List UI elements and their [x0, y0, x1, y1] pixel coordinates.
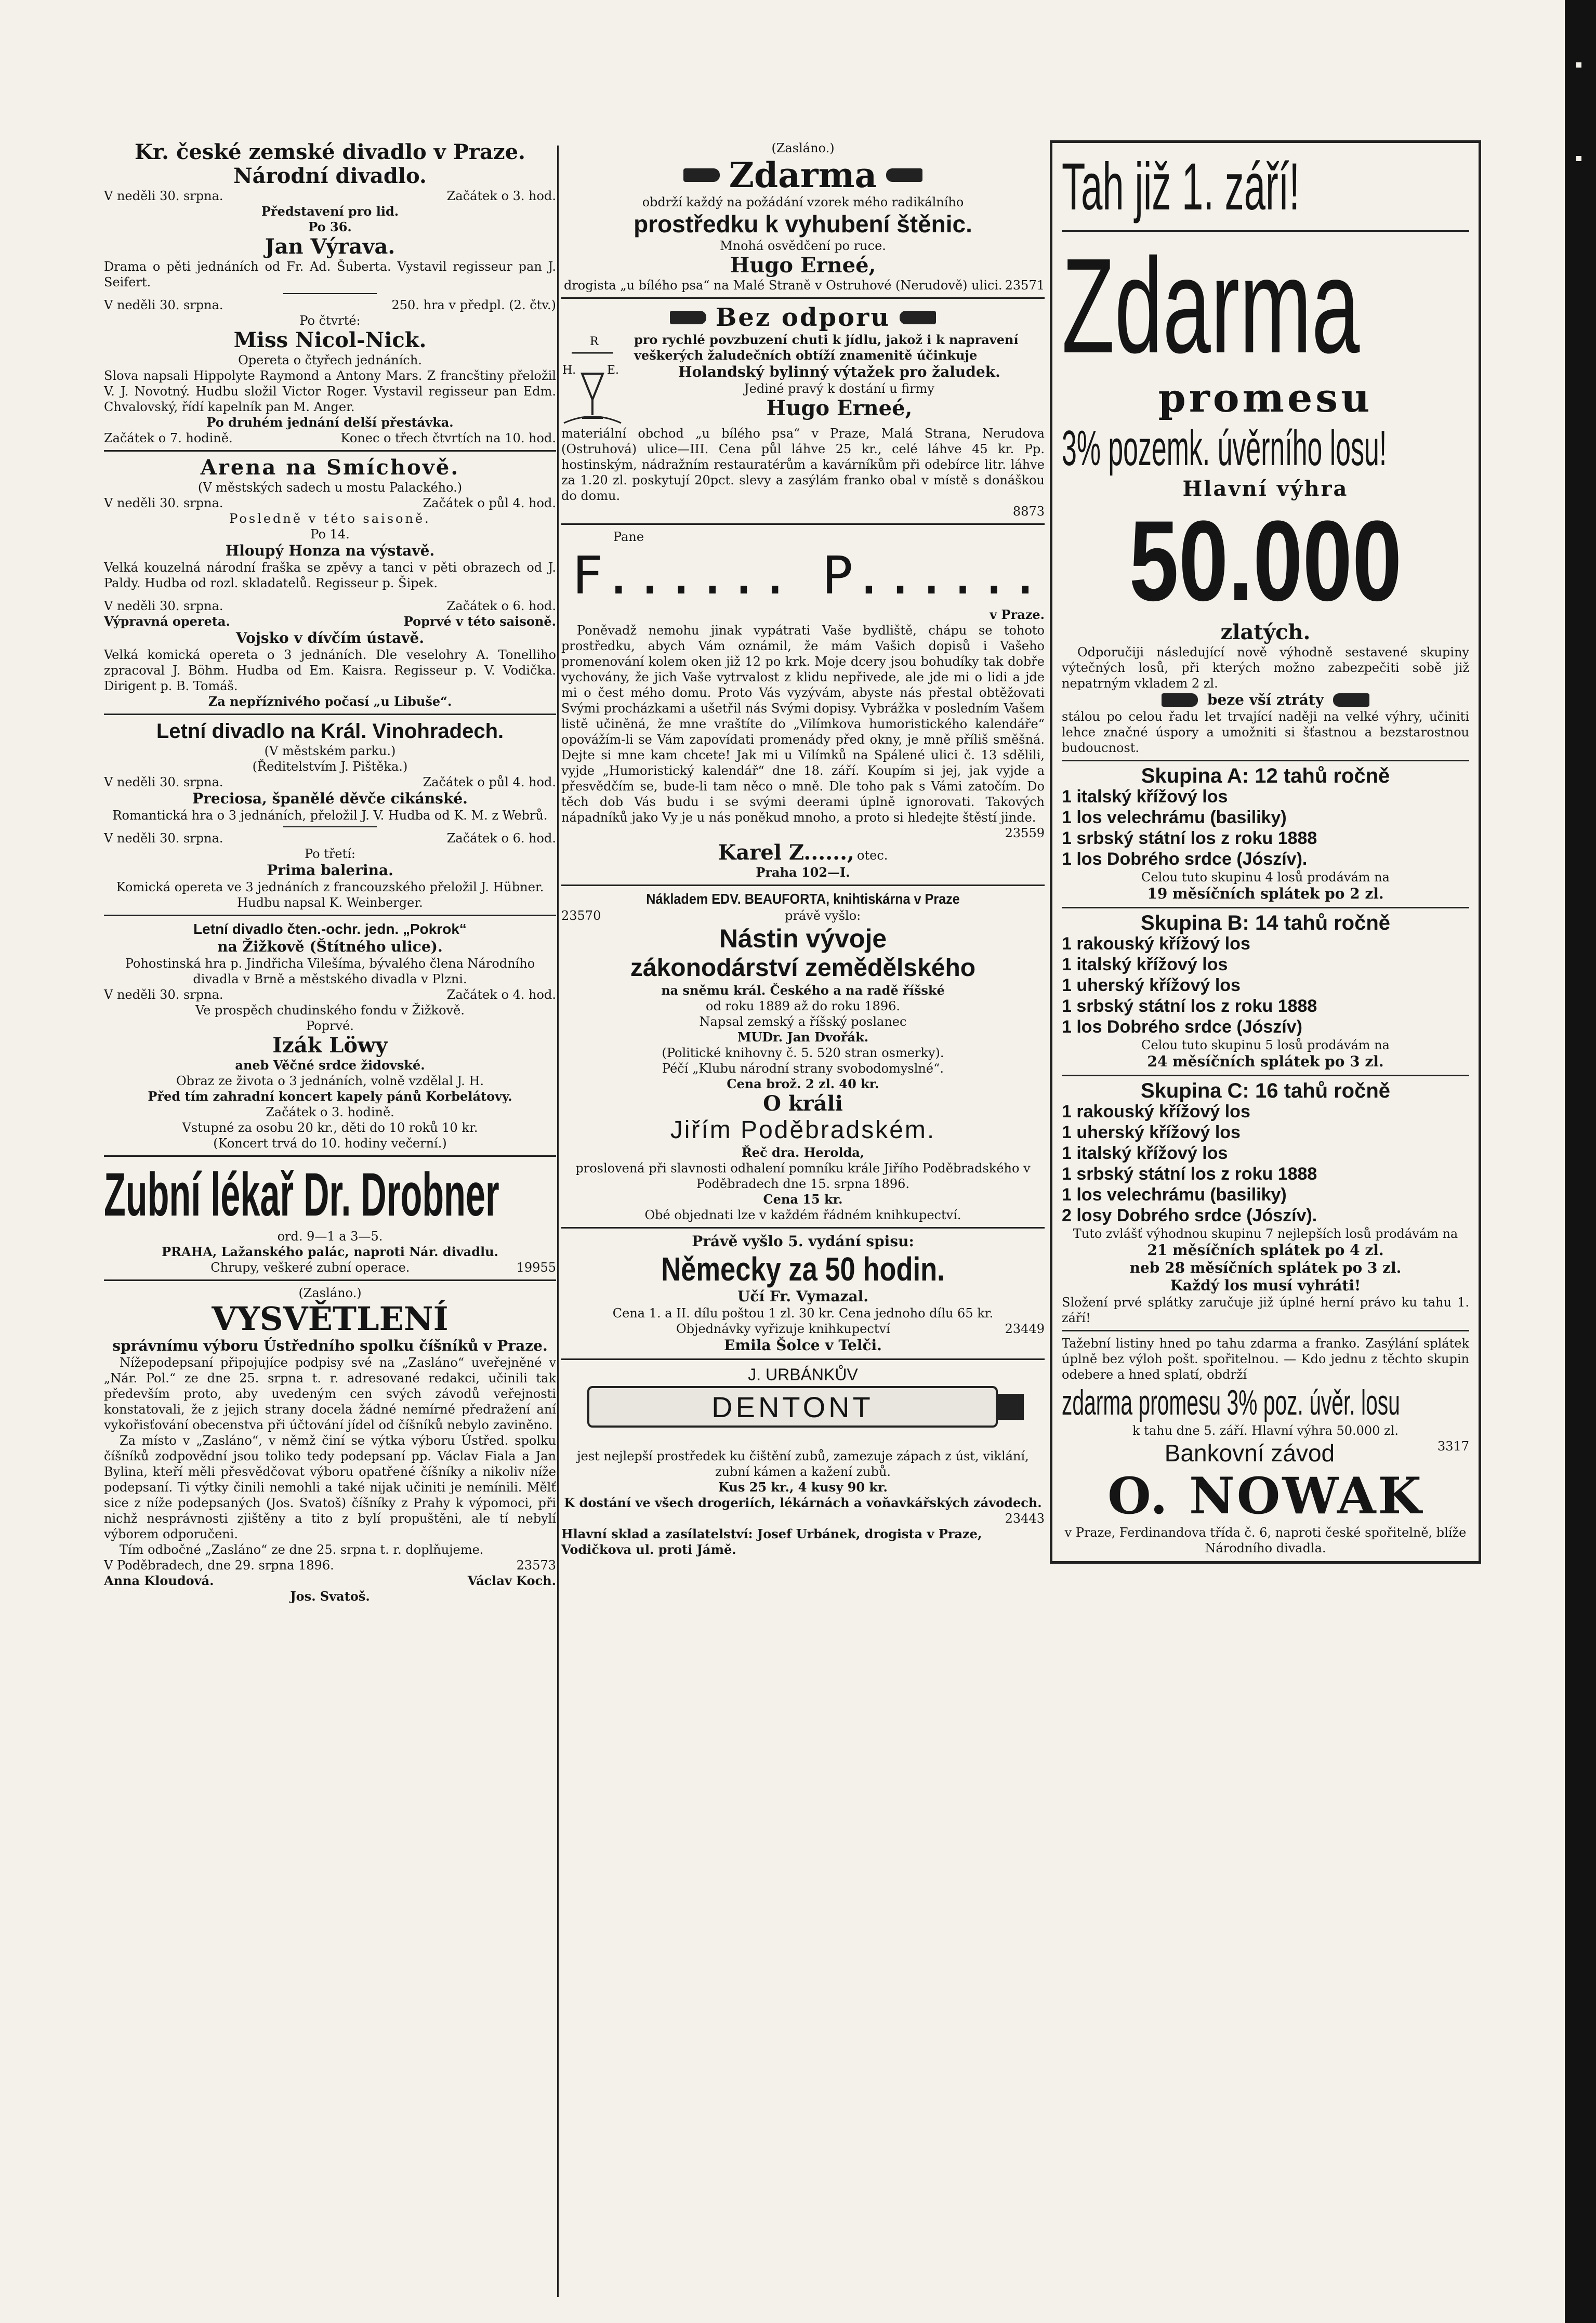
book-info: Objednávky vyřizuje knihkupectví — [676, 1322, 890, 1336]
note: Po třetí: — [305, 847, 355, 861]
play-description: Drama o pěti jednáních od Fr. Ad. Šuberta. Vystavil regisseur pan J. Seifert. — [104, 259, 556, 289]
note: Po druhém jednání delší přestávka. — [206, 415, 454, 430]
price: Cena 1. a II. dílu poštou 1 zl. 30 kr. Cena jednoho dílu 65 kr. — [612, 1306, 994, 1321]
group-b-heading: Skupina B: 14 tahů ročně — [1140, 912, 1391, 934]
theatre-subheading: Národní divadlo. — [233, 164, 427, 188]
note: Ve prospěch chudinského fondu v Žižkově. — [195, 1003, 465, 1018]
pointing-hand-icon — [670, 311, 706, 324]
dentist-address: PRAHA, Lažanského palác, naproti Nár. divadlu. — [162, 1244, 498, 1259]
group-payment: 24 měsíčních splátek po 3 zl. — [1147, 1053, 1384, 1070]
warehouse: Hlavní sklad a zasílatelství: Josef Urbánek, drogista v Praze, Vodičkova ul. proti Jámě. — [561, 1526, 982, 1557]
ad-text: stálou po celou řadu let trvající naději na velké výhry, učiniti lehce značné úspory a umožniti si šťastnou a bezstarostnou budoucnost. — [1062, 709, 1469, 755]
scan-edge — [1565, 0, 1596, 2323]
play-description: Slova napsali Hippolyte Raymond a Antony Mars. Z francštiny přeložil V. J. Novotný. Hudbu složil Victor Roger. Vystavil regisseur pan Edm. Chvalovský, řídí kapelník pan M. Anger. — [104, 368, 556, 414]
toothpaste-tube-image — [577, 1365, 1029, 1443]
promesa-title: promesu — [1158, 375, 1373, 421]
start-time: Začátek o 3. hodině. — [266, 1105, 394, 1119]
draw-headline: Tah již 1. září! — [1062, 150, 1300, 224]
pointing-hand-icon — [900, 311, 936, 324]
note: (Koncert trvá do 10. hodiny večerní.) — [213, 1136, 447, 1151]
start-time: Začátek o půl 4. hod. — [423, 775, 556, 789]
ad-number: 23571 — [1005, 278, 1045, 293]
play-description: Velká kouzelná národní fraška se zpěvy a tanci v pěti obrazech od J. Paldy. Hudba od rozl. skladatelů. Regisseur p. Šipek. — [104, 560, 556, 590]
play-subtitle: aneb Věčné srdce židovské. — [235, 1058, 425, 1073]
ad-text: pro rychlé povzbuzení chuti k jídlu, jakož i k napravení veškerých žaludečních obtíží znamenitě účinkuje — [634, 332, 1019, 363]
main-prize-amount: 50.000 — [1129, 497, 1402, 625]
guest-note: Pohostinská hra p. Jindřicha Vilešíma, bývalého člena Národního divadla v Brně a městského divadla v Plzni. — [125, 956, 535, 986]
price: Cena 15 kr. — [763, 1192, 843, 1207]
start-time: Začátek o 7. hodině. — [104, 431, 233, 445]
play-title: Miss Nicol-Nick. — [233, 328, 427, 352]
place: v Praze. — [990, 607, 1045, 622]
group-a-list — [1062, 786, 1469, 869]
signature: Karel Z......, — [718, 840, 854, 865]
currency: zlatých. — [1220, 620, 1311, 644]
ad-text: k tahu dne 5. září. Hlavní výhra 50.000 zl. — [1132, 1423, 1399, 1438]
play-title: Vojsko v dívčím ústavě. — [235, 629, 425, 646]
dentist-title: Zubní lékař Dr. Drobner — [104, 1160, 499, 1229]
announcement: Právě vyšlo 5. vydání spisu: — [692, 1233, 914, 1250]
lottery-ticket-item: 1 srbský státní los z roku 1888 — [1062, 996, 1317, 1016]
ad-number: 3317 — [1437, 1439, 1469, 1454]
diagram-label-h: H. — [562, 364, 576, 377]
group-payment: 19 měsíčních splátek po 2 zl. — [1147, 885, 1384, 902]
ad-text: Odporučiji následující nově výhodně sestavené skupiny výtečných losů, při kterých možno zabezpečiti sobě již nepatrným vkladem 2 zl. — [1062, 645, 1469, 691]
column-rule — [557, 146, 559, 2297]
bank-label: Bankovní závod — [1164, 1440, 1335, 1467]
lottery-ad — [1050, 140, 1481, 1564]
ad-text: K dostání ve všech drogeriích, lékárnách a voňavkářských závodech. — [564, 1495, 1042, 1510]
play-description: Komická opereta ve 3 jednáních z francouzského přeložil J. Hübner. Hudbu napsal K. Weinberger. — [116, 880, 544, 910]
bank-address: v Praze, Ferdinandova třída č. 6, naproti české spořitelně, blíže Národního divadla. — [1064, 1525, 1467, 1555]
start-time: Začátek o půl 4. hod. — [423, 496, 556, 510]
play-description: Obraz ze života o 3 jednáních, volně vzdělal J. H. — [176, 1074, 484, 1088]
explanation-subtitle: správnímu výboru Ústředního spolku číšníků v Praze. — [112, 1337, 548, 1354]
book-info: Napsal zemský a říšský poslanec — [699, 1014, 907, 1029]
free-headline: Zdarma — [1062, 231, 1360, 381]
note: Posledně v této saisoně. — [229, 511, 431, 526]
play-description: Romantická hra o 3 jednáních, přeložil J. V. Hudba od K. M. z Webrů. — [112, 808, 548, 823]
merchant-name: Hugo Erneé, — [766, 396, 913, 420]
bez-headline: Bez odporu — [715, 303, 891, 332]
lottery-ticket-item: 1 los velechrámu (basiliky) — [1062, 808, 1287, 827]
date: V neděli 30. srpna. — [104, 987, 223, 1002]
ad-number: 23559 — [1005, 826, 1045, 840]
ad-text: obdrží každý na požádání vzorek mého radikálního — [642, 195, 964, 209]
start-time: Začátek o 3. hod. — [446, 189, 556, 203]
price: Cena brož. 2 zl. 40 kr. — [727, 1076, 879, 1091]
note: Poprvé v této saisoně. — [403, 614, 556, 629]
note: Výpravná opereta. — [104, 614, 230, 629]
paragraph: Tím odbočné „Zasláno“ ze dne 25. srpna t. r. doplňujeme. — [120, 1542, 484, 1557]
sent-label: (Zasláno.) — [298, 1286, 362, 1300]
lottery-ticket-item: 1 srbský státní los z roku 1888 — [1062, 828, 1317, 848]
ad-text: Tažební listiny hned po tahu zdarma a franko. Zasýlání splátek úplně bez výloh pošt. spořitelnou. — Kdo jednu z těchto skupin odebere a hned splatí, obdrží — [1062, 1336, 1469, 1382]
explanation-title: VYSVĚTLENÍ — [212, 1300, 449, 1338]
vinohrady-heading: Letní divadlo na Král. Vinohradech. — [156, 720, 504, 743]
group-note: Celou tuto skupinu 5 losů prodávám na — [1141, 1038, 1390, 1052]
concert-note: Před tím zahradní koncert kapely pánů Korbelátovy. — [148, 1089, 512, 1104]
tube-product: DENTONT — [711, 1390, 874, 1423]
tube-brand: J. URBÁNKŮV — [748, 1365, 858, 1384]
date: V neděli 30. srpna. — [104, 189, 223, 203]
book-title: Německy za 50 hodin. — [661, 1250, 945, 1288]
bank-name: O. NOWAK — [1107, 1467, 1423, 1525]
book-title: O králi — [763, 1091, 843, 1116]
play-title: Hloupý Honza na výstavě. — [225, 542, 435, 559]
pointing-hand-icon — [683, 168, 720, 182]
book-info: proslovená při slavnosti odhalení pomníku krále Jiřího Poděbradského v Poděbradech dne 15. srpna 1896. — [575, 1161, 1031, 1191]
signature: Anna Kloudová. — [104, 1573, 214, 1588]
date: V neděli 30. srpna. — [104, 599, 223, 613]
no-loss-headline: beze vší ztráty — [1207, 691, 1324, 708]
lottery-ticket-item: 1 uherský křížový los — [1062, 975, 1241, 995]
addressee-initials: F...... P...... — [572, 545, 1041, 606]
note: Po čtvrté: — [299, 313, 361, 328]
theatre-heading: Kr. české zemské divadlo v Praze. — [135, 140, 525, 164]
ad-number: 19955 — [516, 1260, 556, 1275]
dentist-description: Chrupy, veškeré zubní operace. — [210, 1260, 410, 1275]
group-payment: neb 28 měsíčních splátek po 3 zl. — [1129, 1259, 1402, 1276]
play-title: Izák Löwy — [272, 1033, 388, 1058]
ad-text: materiální obchod „u bílého psa“ v Praze, Malá Strana, Nerudova (Ostruhová) ulice—III. Cena půl láhve 25 kr., celé láhve 45 kr. Pp. hostinským, nádražním restauratérům a kavárníkům při odebírce litr. láhve za 1.20 zl. poskytují 20pct. slevy a zasýlám franko obal v místě s donáškou do domu. — [561, 426, 1045, 503]
dentist-hours: ord. 9—1 a 3—5. — [277, 1229, 383, 1244]
book-info: od roku 1889 až do roku 1896. — [706, 999, 900, 1013]
publisher: Nákladem EDV. BEAUFORTA, knihtiskárna v Praze — [646, 891, 960, 907]
lottery-ticket-item: 1 italský křížový los — [1062, 787, 1228, 807]
lottery-ticket-item: 1 rakouský křížový los — [1062, 1102, 1250, 1121]
book-info: Obé objednati lze v každém řádném knihkupectví. — [644, 1208, 961, 1222]
zizkov-subheading: na Žižkově (Štítného ulice). — [217, 938, 443, 955]
signature: Václav Koch. — [467, 1573, 556, 1588]
note: Po 36. — [308, 219, 352, 234]
location: (V městském parku.) — [264, 744, 396, 758]
announcement: právě vyšlo: — [785, 908, 861, 923]
signature-title: otec. — [857, 848, 888, 863]
play-title: Jan Výrava. — [265, 234, 395, 259]
group-note: Tuto zvlášť výhodnou skupinu 7 nejlepších losů prodávám na — [1073, 1226, 1458, 1241]
end-time: Konec o třech čtvrtích na 10. hod. — [340, 431, 556, 445]
paragraph: Nížepodepsaní připojujíce podpisy své na „Zasláno“ uveřejněné v „Nár. Pol.“ ze dne 25. srpna t. r. adresované redakci, učinili tak především proto, aby uvedeným cen svých závodů veřejnosti konstatovali, že z jejich strany docela žádné nemírné předražení aní vykořisťování obecenstva při účtování jídel od číšníků nebylo zaviněno. — [104, 1355, 556, 1432]
play-description: Velká komická opereta o 3 jednáních. Dle veselohry A. Tonelliho zpracoval J. Böhm. Hudba od Em. Kaisra. Regisseur p. V. Vodička. Dirigent p. B. Tomáš. — [104, 648, 556, 693]
diagram-label-e: E. — [607, 364, 619, 377]
pointing-hand-icon — [1333, 693, 1369, 707]
lottery-ticket-item: 1 los Dobrého srdce (Jószív). — [1062, 849, 1308, 869]
lottery-ticket-item: 1 italský křížový los — [1062, 1143, 1228, 1163]
play-subtitle: Opereta o čtyřech jednáních. — [238, 353, 422, 367]
main-prize-label: Hlavní výhra — [1182, 477, 1349, 501]
author: Učí Fr. Vymazal. — [737, 1288, 868, 1305]
play-title: Prima balerina. — [267, 862, 393, 879]
edge-mark — [1576, 156, 1581, 161]
bookseller: Emila Šolce v Telči. — [724, 1337, 882, 1354]
sent-label: (Zasláno.) — [771, 141, 835, 155]
book-info: (Politické knihovny č. 5. 520 stran osmerky). — [662, 1046, 944, 1060]
date: V neděli 30. srpna. — [104, 775, 223, 789]
lottery-ticket-item: 1 uherský křížový los — [1062, 1123, 1241, 1142]
ad-text: Mnohá osvědčení po ruce. — [720, 239, 886, 253]
book-info: na sněmu král. Českého a na radě říšské — [661, 983, 945, 998]
ad-text: Jediné pravý k dostání u firmy — [744, 381, 934, 396]
signature: Jos. Svatoš. — [290, 1589, 370, 1604]
group-note: Celou tuto skupinu 4 losů prodávám na — [1141, 870, 1390, 885]
ad-number: 23443 — [1005, 1511, 1045, 1526]
book-info: Péčí „Klubu národní strany svobodomyslné“. — [662, 1061, 944, 1076]
edge-mark — [1576, 62, 1581, 68]
group-c-list — [1062, 1101, 1469, 1226]
bonus-offer: zdarma promesu 3% poz. úvěr. losu — [1062, 1383, 1400, 1422]
address: Praha 102—I. — [756, 865, 850, 880]
lottery-ticket-item: 2 losy Dobrého srdce (Jószív). — [1062, 1206, 1317, 1225]
group-c-heading: Skupina C: 16 tahů ročně — [1140, 1079, 1391, 1102]
group-payment: 21 měsíčních splátek po 4 zl. — [1147, 1242, 1384, 1259]
director: (Ředitelstvím J. Pištěka.) — [252, 759, 408, 774]
note: Představení pro lid. — [261, 204, 399, 219]
book-title: zákonodárství zemědělského — [630, 954, 976, 982]
lottery-ticket-item: 1 los Dobrého srdce (Jószív) — [1062, 1017, 1302, 1037]
ad-text: Složení prvé splátky zaručuje již úplné herní právo ku tahu 1. září! — [1062, 1295, 1469, 1325]
lottery-ticket-item: 1 los velechrámu (basiliky) — [1062, 1185, 1287, 1205]
book-title: Jiřím Poděbradském. — [670, 1116, 936, 1144]
free-headline: Zdarma — [729, 155, 877, 195]
column-left — [104, 140, 556, 1604]
diagram-label-r: R — [590, 335, 599, 348]
author: Řeč dra. Herolda, — [741, 1145, 865, 1160]
pointing-hand-icon — [886, 168, 922, 182]
ad-number: 23449 — [1005, 1322, 1045, 1336]
product-title: prostředku k vyhubení štěnic. — [634, 210, 972, 237]
note: Poprvé. — [306, 1019, 354, 1033]
arena-location: (V městských sadech u mostu Palackého.) — [197, 480, 463, 495]
product-title: Holandský bylinný výtažek pro žaludek. — [678, 363, 1000, 380]
group-a-heading: Skupina A: 12 tahů ročně — [1141, 764, 1390, 787]
lottery-ticket-item: 1 rakouský křížový los — [1062, 934, 1250, 954]
date: V neděli 30. srpna. — [104, 831, 223, 846]
win-guarantee: Každý los musí vyhráti! — [1170, 1277, 1361, 1294]
lottery-ticket-item: 1 italský křížový los — [1062, 955, 1228, 974]
bottle-diagram-icon — [561, 332, 624, 426]
note: Po 14. — [310, 527, 350, 542]
ad-text: jest nejlepší prostředek ku čištění zubů, zamezuje zápach z úst, viklání, zubní kámen a kažení zubů. — [577, 1449, 1029, 1479]
ad-number: 23573 — [516, 1558, 556, 1573]
date: V neděli 30. srpna. — [104, 496, 223, 510]
play-title: Preciosa, španělé děvče cikánské. — [192, 790, 468, 807]
start-time: Začátek o 4. hod. — [446, 987, 556, 1002]
season-note: 250. hra v předpl. (2. čtv.) — [391, 298, 556, 312]
group-b-list — [1062, 933, 1469, 1037]
pointing-hand-icon — [1162, 693, 1198, 707]
paragraph: Za místo v „Zasláno“, v němž činí se výtka výboru Ústřed. spolku číšníků zodpovědní jsou toliko tedy podepsaní pp. Václav Fiala a Jan Bylina, kteří měli přesvědčovat výboru opatřené číšníky a nikoliv níže podepsaní. Ti výtky činili nemohli a také nijak učiniti je nemínili. Mělť sice z níže podepsaných (Jos. Svatoš) číšníky z Prahy k výpomoci, při nichž nesprávnosti zjištěny a tito z bylí propuštěni, ale tí nebylí výborem odporučeni. — [104, 1433, 556, 1541]
place-date: V Poděbradech, dne 29. srpna 1896. — [104, 1558, 334, 1573]
author: MUDr. Jan Dvořák. — [737, 1029, 869, 1045]
book-title: Nástin vývoje — [719, 924, 887, 953]
zizkov-heading: Letní divadlo čten.-ochr. jedn. „Pokrok“ — [193, 921, 467, 937]
column-middle — [561, 140, 1045, 1558]
bond-title: 3% pozemk. úvěrního losu! — [1062, 420, 1387, 476]
letter-text: Poněvadž nemohu jinak vypátrati Vaše bydliště, chápu se tohoto prostředku, abych Vám oznámil, že mám Vašich dopisů i Vašeho promenování kolem oken již 12 po krk. Moje dcery jsou bohudíky tak dobře vychovány, že jich Vaše vytrvalost z klidu nepřivede, ale jde mi o lidi a jde mi o čest mého domu. Proto Vás vyzývám, abyste nás přestal obtěžovati Svými procházkami a ušetřil nás Svými dopisy. Vybrážka v posledním Vašem listě učiněná, že mne vraštíte do „Vilímkova humoristického kalendáře“ opovážím-li se Vám zapovídati promenády před okny, je mně příliš směšná. Dejte si mne kam chcete! Jak mi u Vilímků na Spálené ulici č. 13 sdělili, vyjde „Humoristický kalendář“ dne 18. září. Koupím si jej, jak vyjde a přesvědčím se, bude-li tam něco o mně. Dle toho pak s Vámi zatočím. Do těch dob Vás budu i se svými deerami úplně ignorovati. Takových nápadníků jako Vy je u nás poněkud mnoho, a proto si hledejte štěstí jinde. — [561, 623, 1045, 825]
entry-price: Vstupné za osobu 20 kr., děti do 10 roků 10 kr. — [182, 1120, 478, 1135]
price: Kus 25 kr., 4 kusy 90 kr. — [718, 1480, 888, 1495]
arena-heading: Arena na Smíchově. — [200, 455, 460, 480]
column-right — [1050, 140, 1481, 1564]
ad-number: 8873 — [1012, 504, 1045, 519]
note: Za nepříznivého počasí „u Libuše“. — [208, 694, 452, 709]
salutation: Pane — [613, 530, 644, 544]
merchant-name: Hugo Erneé, — [730, 253, 876, 278]
merchant-address: drogista „u bílého psa“ na Malé Straně v Ostruhové (Nerudově) ulici. — [563, 278, 1003, 293]
date: V neděli 30. srpna. — [104, 298, 223, 312]
lottery-ticket-item: 1 srbský státní los z roku 1888 — [1062, 1164, 1317, 1184]
start-time: Začátek o 6. hod. — [446, 599, 556, 613]
ad-number: 23570 — [561, 908, 601, 923]
start-time: Začátek o 6. hod. — [446, 831, 556, 846]
